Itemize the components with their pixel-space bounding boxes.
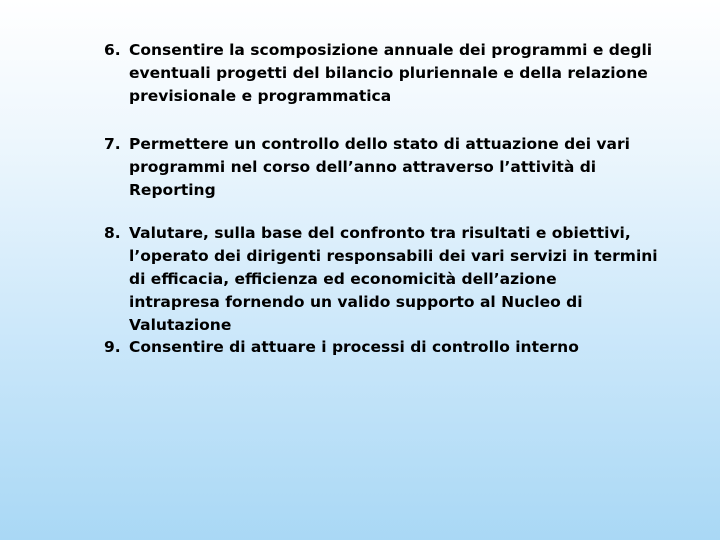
- item-text-line: Valutazione: [129, 316, 232, 334]
- item-text-line: Consentire di attuare i processi di controllo interno: [129, 338, 579, 356]
- list-item-9: [104, 336, 704, 359]
- item-number: 8.: [104, 224, 121, 242]
- item-text-line: previsionale e programmatica: [129, 87, 392, 105]
- item-text-line: l’operato dei dirigenti responsabili dei vari servizi in termini: [129, 247, 658, 265]
- item-text-line: intrapresa fornendo un valido supporto al Nucleo di: [129, 293, 583, 311]
- item-text-line: Permettere un controllo dello stato di attuazione dei vari: [129, 135, 630, 153]
- item-text-line: Consentire la scomposizione annuale dei programmi e degli: [129, 41, 653, 59]
- item-number: 7.: [104, 135, 121, 153]
- item-text-line: Valutare, sulla base del confronto tra risultati e obiettivi,: [129, 224, 631, 242]
- item-text-line: programmi nel corso dell’anno attraverso l’attività di: [129, 158, 597, 176]
- item-text-line: di efficacia, efficienza ed economicità dell’azione: [129, 270, 557, 288]
- item-text-line: eventuali progetti del bilancio pluriennale e della relazione: [129, 64, 648, 82]
- list-item-7: [104, 133, 704, 202]
- item-text-line: Reporting: [129, 181, 216, 199]
- item-number: 9.: [104, 338, 121, 356]
- list-item-6: [104, 39, 704, 108]
- list-item-8: [104, 222, 704, 337]
- item-number: 6.: [104, 41, 121, 59]
